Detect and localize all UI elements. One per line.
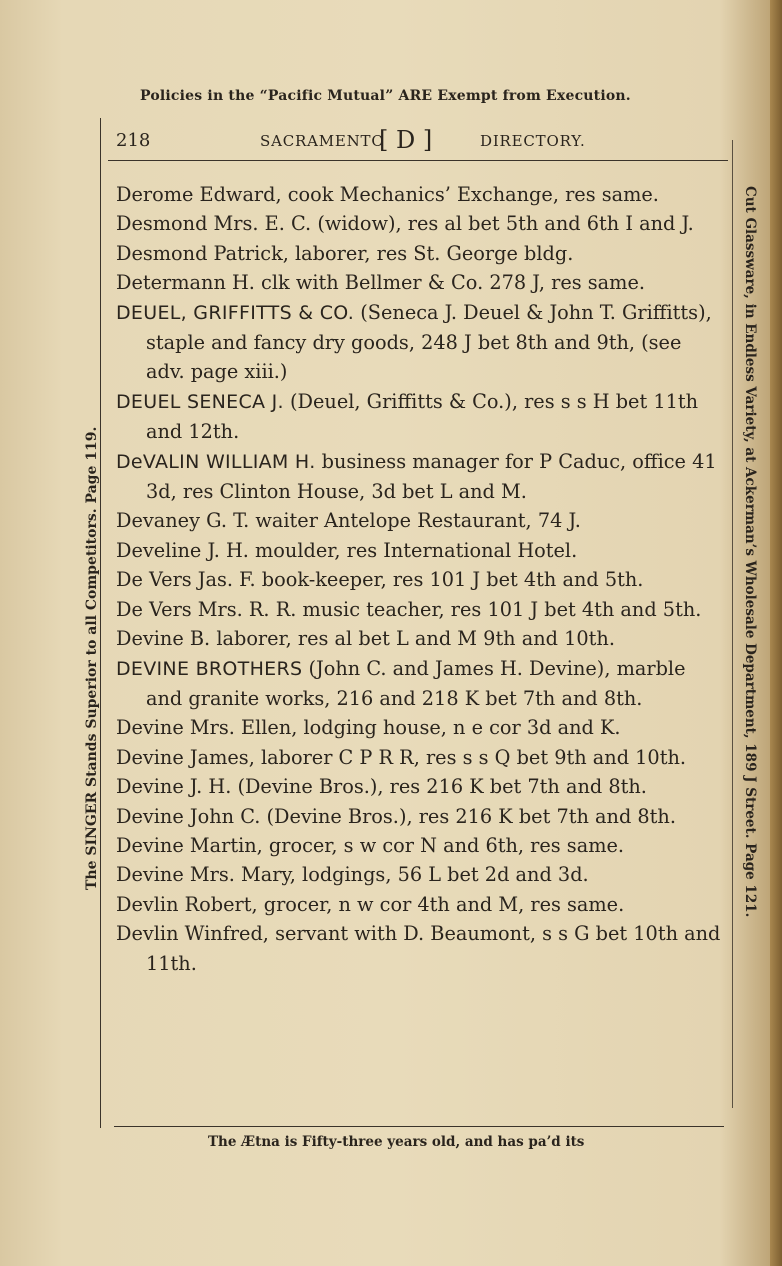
directory-entry xyxy=(116,506,722,535)
entry-name-caps: DEVINE BROTHERS xyxy=(116,657,303,680)
entry-text: (Seneca J. Deuel & John T. Griffitts), staple and fancy dry goods, 248 J bet 8th and 9th, (see adv. page xiii.) xyxy=(146,300,712,384)
entry-name-caps: DEUEL, GRIFFITTS & CO. xyxy=(116,301,355,324)
page-number: 218 xyxy=(116,130,151,151)
entry-text: Devine Mrs. Ellen, lodging house, n e cor 3d and K. xyxy=(116,716,621,740)
entry-text: Devine Mrs. Mary, lodgings, 56 L bet 2d and 3d. xyxy=(116,863,589,887)
header-letter: [ D ] xyxy=(379,126,433,154)
entry-text: Derome Edward, cook Mechanics’ Exchange, res same. xyxy=(116,183,659,206)
directory-entry xyxy=(116,565,722,594)
entry-text: Devine John C. (Devine Bros.), res 216 K bet 7th and 8th. xyxy=(116,804,676,828)
entry-text: Determann H. clk with Bellmer & Co. 278 J, res same. xyxy=(116,271,645,295)
entry-text: Desmond Patrick, laborer, res St. George bldg. xyxy=(116,241,574,265)
header-rule xyxy=(108,160,728,161)
directory-entry xyxy=(116,654,722,714)
directory-entry xyxy=(116,890,722,919)
frame-rule-left xyxy=(100,118,101,1128)
directory-entry xyxy=(116,239,722,268)
header-city: SACRAMENTO xyxy=(260,132,385,150)
header-directory: DIRECTORY. xyxy=(480,132,586,150)
entry-name-caps: DEUEL SENECA J. xyxy=(116,390,284,413)
directory-entry xyxy=(116,919,722,978)
bottom-advertisement: The Ætna is Fifty-three years old, and has pa’d its xyxy=(208,1134,585,1150)
page-header xyxy=(114,126,726,156)
directory-entry xyxy=(116,772,722,801)
directory-entry xyxy=(116,831,722,860)
entry-text: Desmond Mrs. E. C. (widow), res al bet 5th and 6th I and J. xyxy=(116,212,694,236)
directory-entry xyxy=(116,595,722,624)
directory-entry xyxy=(116,447,722,507)
entry-text: business manager for P Caduc, office 41 3d, res Clinton House, 3d bet L and M. xyxy=(146,449,717,504)
entry-text: Devine James, laborer C P R R, res s s Q bet 9th and 10th. xyxy=(116,745,686,769)
entry-text: Devine J. H. (Devine Bros.), res 216 K bet 7th and 8th. xyxy=(116,775,647,799)
directory-entry xyxy=(116,268,722,297)
entry-text: (Deuel, Griffitts & Co.), res s s H bet 11th and 12th. xyxy=(146,389,699,444)
entry-text: Devine B. laborer, res al bet L and M 9th and 10th. xyxy=(116,627,615,651)
right-margin-advertisement: Cut Glassware, in Endless Variety, at Ackerman’s Wholesale Department, 189 J Street. Page 121. xyxy=(742,186,758,918)
directory-entry xyxy=(116,860,722,889)
entry-text: De Vers Jas. F. book-keeper, res 101 J bet 4th and 5th. xyxy=(116,568,644,592)
directory-entry xyxy=(116,387,722,447)
page-edge xyxy=(770,0,782,1266)
directory-entry xyxy=(116,298,722,387)
directory-entry xyxy=(116,209,722,238)
frame-rule-right xyxy=(732,140,733,1108)
left-margin-advertisement: The SINGER Stands Superior to all Competitors. Page 119. xyxy=(84,426,100,890)
directory-entry xyxy=(116,180,722,209)
entry-text: Devlin Robert, grocer, n w cor 4th and M, res same. xyxy=(116,892,625,916)
entry-text: Devine Martin, grocer, s w cor N and 6th, res same. xyxy=(116,833,625,857)
top-advertisement: Policies in the “Pacific Mutual” ARE Exempt from Execution. xyxy=(140,88,631,104)
directory-entry xyxy=(116,802,722,831)
entry-text: Devaney G. T. waiter Antelope Restaurant, 74 J. xyxy=(116,509,581,533)
directory-entry xyxy=(116,743,722,772)
entry-name-caps: DeVALIN WILLIAM H. xyxy=(116,450,316,473)
entry-text: Develine J. H. moulder, res International Hotel. xyxy=(116,538,578,562)
directory-entry xyxy=(116,536,722,565)
directory-entry xyxy=(116,624,722,653)
entry-text: De Vers Mrs. R. R. music teacher, res 101 J bet 4th and 5th. xyxy=(116,597,702,621)
frame-rule-bottom xyxy=(114,1126,724,1127)
directory-entries xyxy=(116,180,722,978)
directory-entry xyxy=(116,713,722,742)
entry-text: (John C. and James H. Devine), marble and granite works, 216 and 218 K bet 7th and 8th. xyxy=(146,656,686,710)
entry-text: Devlin Winfred, servant with D. Beaumont, s s G bet 10th and 11th. xyxy=(116,922,721,975)
